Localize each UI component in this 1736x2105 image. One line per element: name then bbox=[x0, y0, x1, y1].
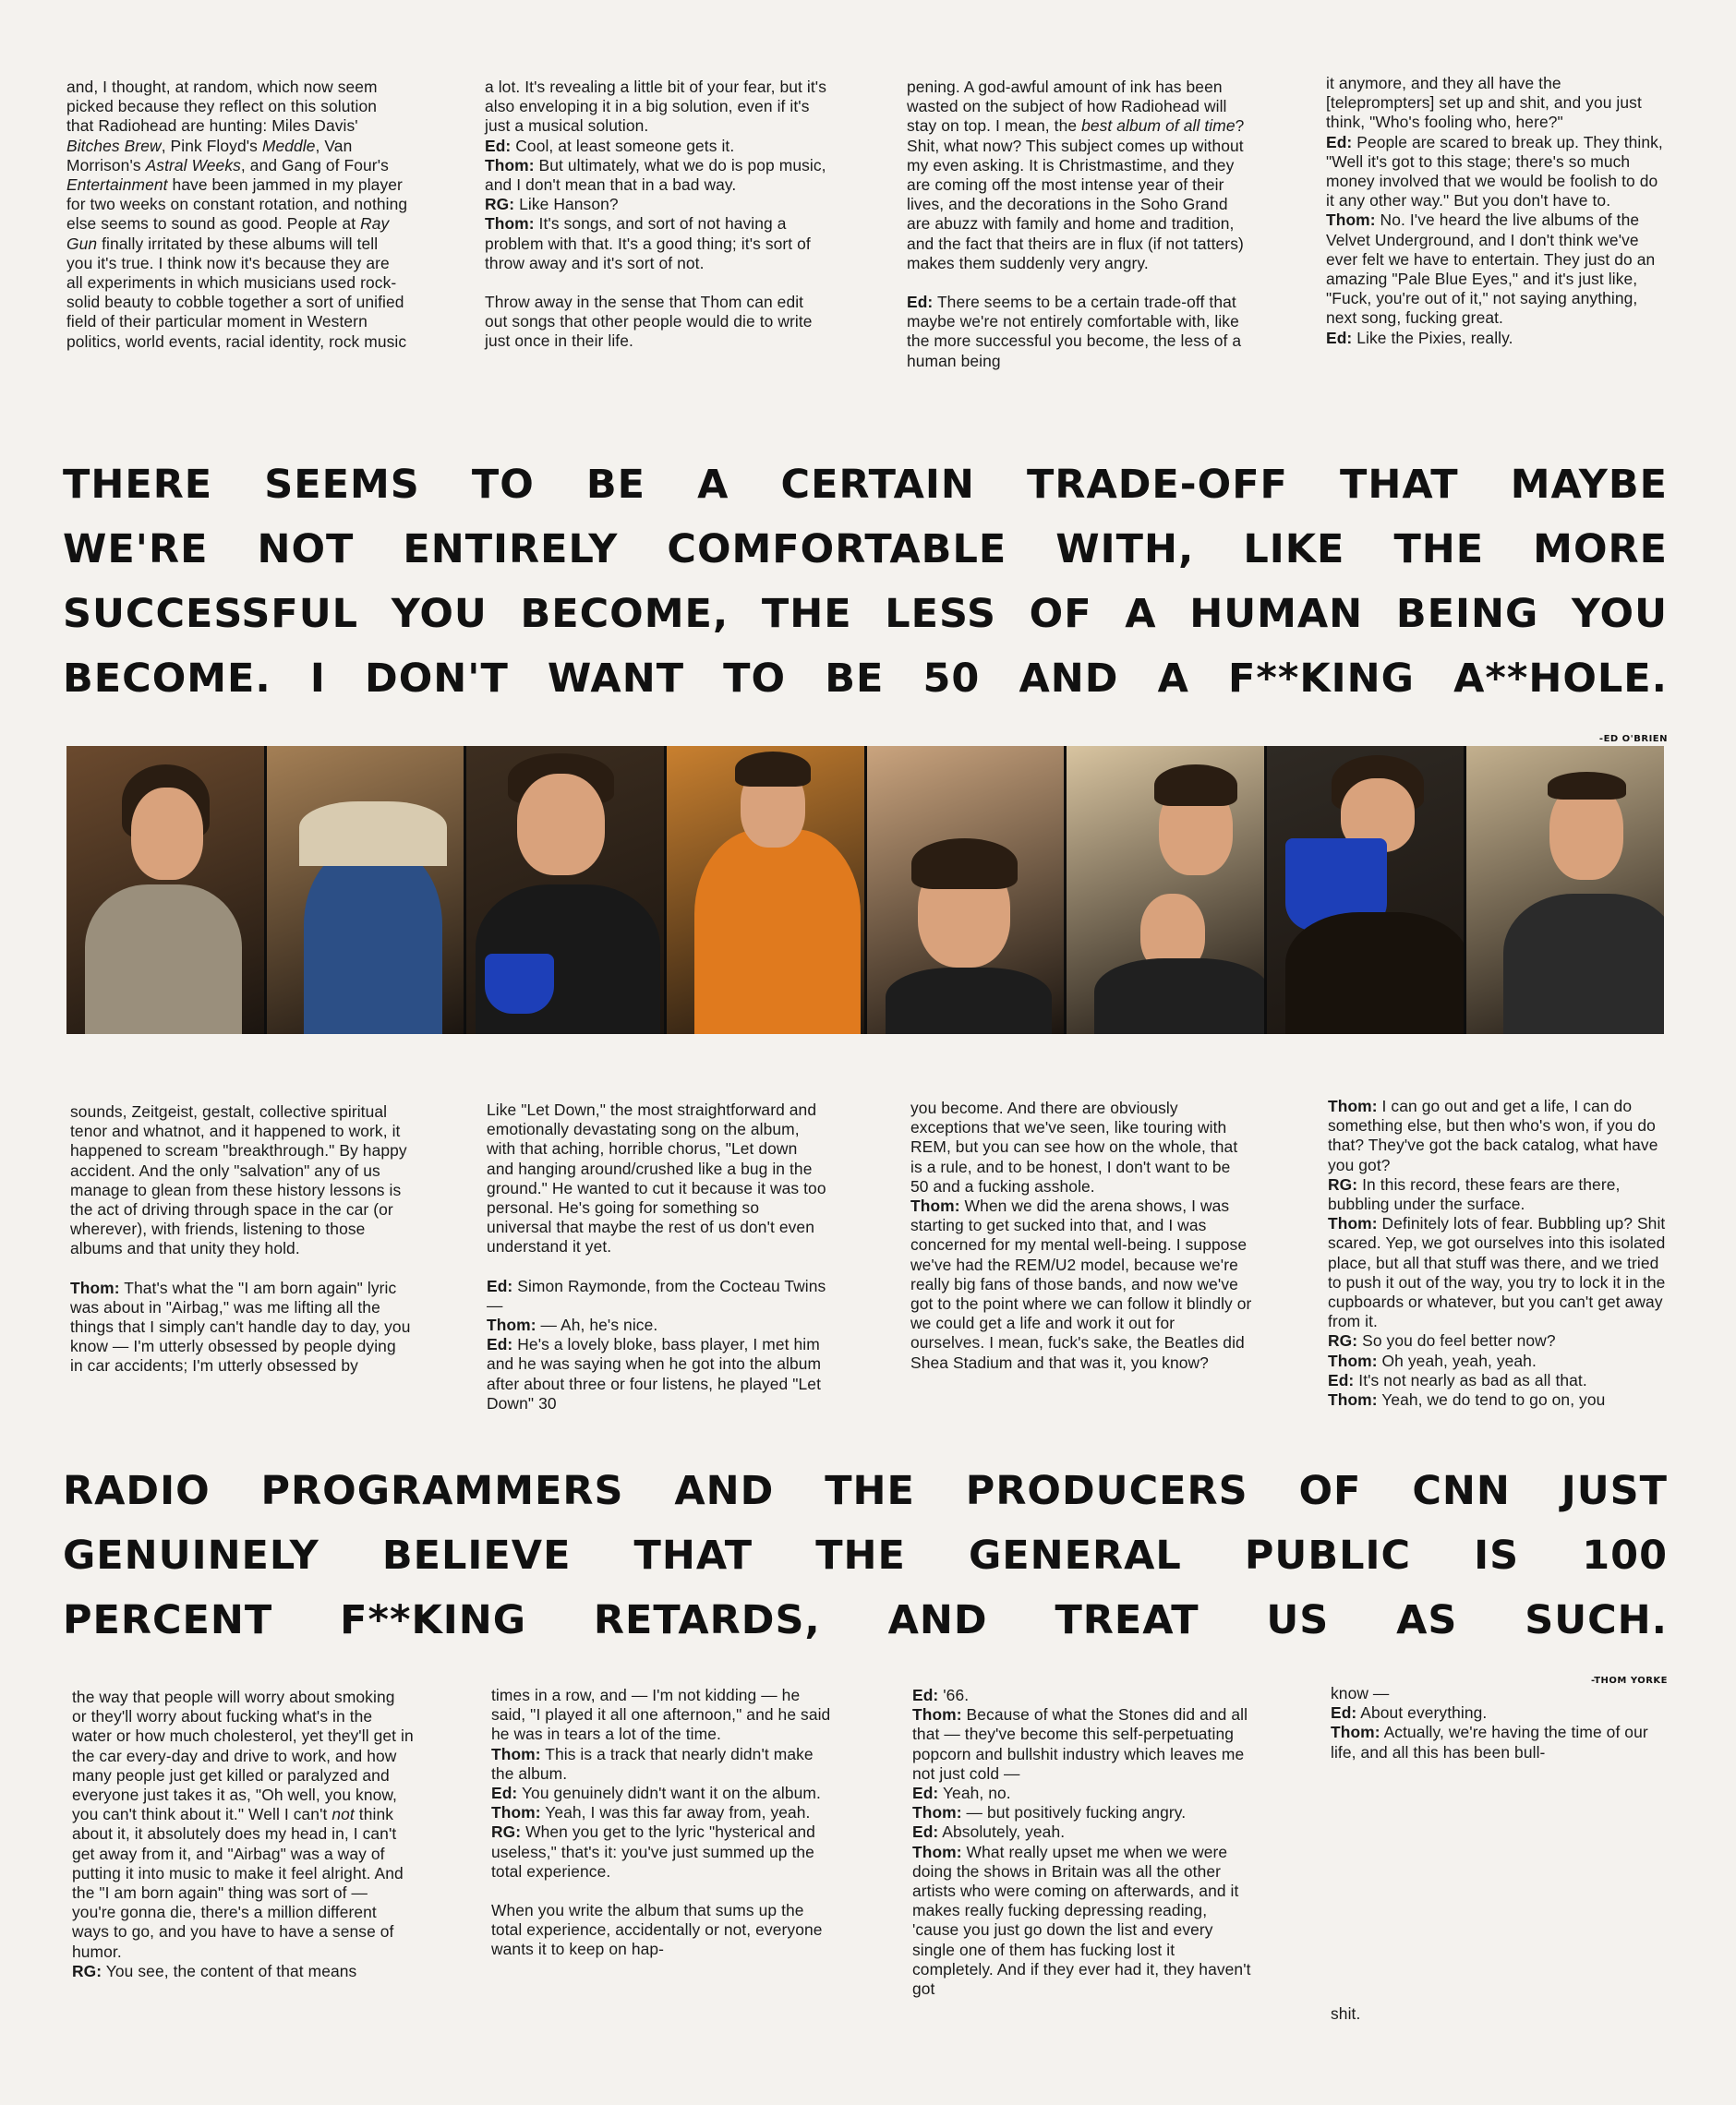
speaker-label: Thom: bbox=[485, 214, 535, 234]
speaker-label: RG: bbox=[1328, 1331, 1358, 1351]
speaker-label: Thom: bbox=[912, 1842, 962, 1861]
italic-title: not bbox=[332, 1805, 355, 1824]
paragraph bbox=[485, 195, 826, 214]
speaker-label: Thom: bbox=[910, 1197, 960, 1216]
paragraph bbox=[912, 1686, 1254, 1705]
bottom-column-4 bbox=[1331, 1684, 1672, 2024]
italic-title: best album of all time bbox=[1081, 116, 1236, 136]
text-run: pening. A god-awful amount of ink has been wasted on the subject of how Radiohead will stay on top. I mean, the bbox=[907, 78, 1227, 136]
pull-quote-line: RADIO PROGRAMMERS AND THE PRODUCERS OF CNN JUST bbox=[63, 1468, 1668, 1514]
paragraph bbox=[72, 1688, 414, 1962]
text-run: Actually, we're having the time of our life, and all this has been bull- bbox=[1331, 1723, 1648, 1762]
photo-band-member-orange-shirt bbox=[667, 746, 867, 1034]
speaker-label: Thom: bbox=[1328, 1390, 1378, 1410]
text-run: You genuinely didn't want it on the album. bbox=[517, 1784, 821, 1803]
text-run: People are scared to break up. They think, "Well it's got to this stage; there's so much money involved that we would be foolish to do it any other way." But you don't have to. bbox=[1326, 132, 1663, 210]
text-run: and, I thought, at random, which now seem picked because they reflect on this solution that Radiohead are hunting: Miles Davis' bbox=[66, 78, 378, 136]
top-column-2 bbox=[485, 78, 826, 352]
speaker-label: Thom: bbox=[912, 1705, 962, 1725]
text-run: Oh yeah, yeah, yeah. bbox=[1377, 1351, 1537, 1370]
text-run: you become. And there are obviously exceptions that we've seen, like touring with REM, but you can see how on the whole, that is a rule, and to be honest, I don't want to be 50 and a fucking asshole. bbox=[910, 1099, 1238, 1196]
italic-title: Astral Weeks bbox=[145, 155, 241, 174]
paragraph bbox=[1328, 1097, 1670, 1175]
speaker-label: Thom: bbox=[485, 155, 535, 174]
paragraph bbox=[1331, 1684, 1672, 1703]
pull-quote-line: WE'RE NOT ENTIRELY COMFORTABLE WITH, LIKE THE MORE bbox=[63, 526, 1668, 572]
paragraph bbox=[1328, 1214, 1670, 1331]
paragraph bbox=[1331, 2004, 1672, 2024]
paragraph bbox=[1328, 1175, 1670, 1214]
speaker-label: Thom: bbox=[1326, 210, 1376, 230]
text-run: Like Hanson? bbox=[514, 195, 619, 214]
pull-quote-line: PERCENT F**KING RETARDS, AND TREAT US AS SUCH. bbox=[63, 1597, 1668, 1643]
speaker-label: Thom: bbox=[1328, 1351, 1378, 1370]
pull-quote-thom-yorke bbox=[63, 1459, 1668, 1714]
pull-quote-ed-obrien bbox=[63, 452, 1668, 772]
paragraph bbox=[1328, 1352, 1670, 1371]
photo-band-member-seated bbox=[66, 746, 267, 1034]
photo-two-members bbox=[1067, 746, 1267, 1034]
middle-column-2 bbox=[487, 1101, 828, 1413]
paragraph bbox=[487, 1277, 828, 1316]
text-run: Like the Pixies, really. bbox=[1352, 328, 1513, 347]
text-run: finally irritated by these albums will tell you it's true. I think now it's because they are all experiments in which musicians used rock-solid beauty to cobble together a sort of unified field of their particular moment in Western politics, world events, racial identity, rock music bbox=[66, 234, 407, 351]
text-run: Yeah, I was this far away from, yeah. bbox=[540, 1803, 811, 1822]
paragraph bbox=[485, 293, 826, 352]
paragraph bbox=[912, 1843, 1254, 2000]
text-run: times in a row, and — I'm not kidding — he said, "I played it all one afternoon," and he said he was in tears a lot of the time. bbox=[491, 1686, 831, 1744]
speaker-label: Ed: bbox=[485, 136, 512, 155]
paragraph bbox=[485, 214, 826, 273]
speaker-label: Ed: bbox=[1331, 1703, 1357, 1723]
text-run: When you write the album that sums up the total experience, accidentally or not, everyone wants it to keep on hap- bbox=[491, 1901, 823, 1959]
bottom-column-2 bbox=[491, 1686, 833, 1960]
text-run: ? Shit, what now? This subject comes up without my even asking. It is Christmastime, and they are coming off the most intense year of their lives, and the decorations in the Soho Grand are abuzz with family and home and tradition, and the fact that theirs are in flux (if not tatters) makes them suddenly very angry. bbox=[907, 116, 1245, 272]
speaker-label: Ed: bbox=[912, 1822, 939, 1842]
text-run: What really upset me when we were doing the shows in Britain was all the other artists who were coming on afterwards, and it makes really fucking depressing reading, 'cause you just go down the list and every single one of them has fucking lost it completely. And if they ever had it, they haven't got bbox=[912, 1842, 1251, 1999]
text-run: — but positively fucking angry. bbox=[961, 1803, 1187, 1822]
text-run: So you do feel better now? bbox=[1357, 1331, 1556, 1351]
text-run: think about it, it absolutely does my head in, I can't get away from it, and "Airbag" was a way of putting it into music to make it feel alright. And the "I am born again" thing was sort of — you're gonna die, there's a million different ways to go, and you have to have a sense of humor. bbox=[72, 1805, 404, 1961]
photo-thom-with-mug bbox=[466, 746, 667, 1034]
text-run: it anymore, and they all have the [teleprompters] set up and shit, and you just think, "Who's fooling who, here?" bbox=[1326, 74, 1642, 132]
top-column-1 bbox=[66, 78, 408, 352]
paragraph bbox=[491, 1686, 833, 1745]
paragraph bbox=[912, 1822, 1254, 1842]
speaker-label: Ed: bbox=[487, 1335, 513, 1354]
text-run: , Pink Floyd's bbox=[161, 136, 262, 155]
speaker-label: Ed: bbox=[912, 1686, 939, 1704]
photo-strip bbox=[66, 746, 1664, 1034]
text-run: But ultimately, what we do is pop music, and I don't mean that in a bad way. bbox=[485, 155, 826, 195]
speaker-label: Ed: bbox=[912, 1784, 939, 1803]
paragraph bbox=[487, 1101, 828, 1257]
paragraph bbox=[1328, 1371, 1670, 1390]
text-run: It's not nearly as bad as all that. bbox=[1354, 1370, 1587, 1389]
paragraph bbox=[912, 1705, 1254, 1784]
text-run: — Ah, he's nice. bbox=[536, 1316, 658, 1335]
paragraph bbox=[491, 1822, 833, 1882]
text-run: When we did the arena shows, I was starting to get sucked into that, and I was concerned for my mental well-being. I suppose we've had the REM/U2 model, because we're really big fans of those bands, and now we've got to the point where we can follow it blindly or we could get a life and work it out for ourselves. I mean, fuck's sake, the Beatles did Shea Stadium and that was it, you know? bbox=[910, 1197, 1252, 1372]
paragraph bbox=[491, 1803, 833, 1822]
italic-title: Meddle bbox=[261, 136, 316, 155]
paragraph bbox=[485, 137, 826, 156]
speaker-label: RG: bbox=[491, 1822, 522, 1842]
pull-quote-line: GENUINELY BELIEVE THAT THE GENERAL PUBLIC IS 100 bbox=[63, 1533, 1668, 1579]
paragraph bbox=[1331, 1723, 1672, 1762]
speaker-label: Ed: bbox=[1326, 328, 1353, 347]
speaker-label: Thom: bbox=[491, 1744, 541, 1763]
pull-quote-credit: -ED O'BRIEN bbox=[1598, 734, 1668, 744]
paragraph bbox=[487, 1335, 828, 1413]
text-run: '66. bbox=[938, 1686, 970, 1704]
speaker-label: Thom: bbox=[1328, 1214, 1378, 1233]
pull-quote-line: THERE SEEMS TO BE A CERTAIN TRADE-OFF THAT MAYBE bbox=[63, 462, 1668, 508]
bottom-column-3 bbox=[912, 1686, 1254, 1999]
text-run: , and Gang of Four's bbox=[240, 155, 389, 174]
paragraph bbox=[487, 1316, 828, 1335]
text-run: There seems to be a certain trade-off that maybe we're not entirely comfortable with, like the more successful you become, the less of a human being bbox=[907, 293, 1242, 370]
text-run: You see, the content of that means bbox=[102, 1961, 357, 1980]
text-run: Like "Let Down," the most straightforward and emotionally devastating song on the album, with that aching, horrible chorus, "Let down and hanging around/crushed like a bug in the ground." He wanted to cut it because it was too personal. He's going for something so universal that maybe the rest of us don't even understand it yet. bbox=[487, 1101, 826, 1257]
photo-band-member-closeup bbox=[867, 746, 1067, 1034]
text-run: This is a track that nearly didn't make the album. bbox=[491, 1744, 814, 1783]
speaker-label: Ed: bbox=[907, 293, 934, 312]
pull-quote-line: BECOME. I DON'T WANT TO BE 50 AND A F**KING A**HOLE. bbox=[63, 656, 1668, 702]
middle-column-1 bbox=[70, 1102, 412, 1377]
text-run: Because of what the Stones did and all that — they've become this self-perpetuating popcorn and bullshit industry which leaves me not just cold — bbox=[912, 1705, 1248, 1783]
speaker-label: RG: bbox=[1328, 1174, 1358, 1194]
text-run: Throw away in the sense that Thom can edit out songs that other people would die to write just once in their life. bbox=[485, 293, 813, 351]
speaker-label: Ed: bbox=[1326, 132, 1353, 151]
paragraph bbox=[1326, 210, 1668, 328]
text-run: Yeah, no. bbox=[938, 1784, 1011, 1803]
paragraph bbox=[1328, 1331, 1670, 1351]
bottom-column-1 bbox=[72, 1688, 414, 1981]
speaker-label: Thom: bbox=[70, 1278, 120, 1297]
paragraph bbox=[70, 1102, 412, 1259]
text-run: shit. bbox=[1331, 2003, 1361, 2023]
text-run: I can go out and get a life, I can do something else, but then who's won, if you do that? They've got the back catalog, what have you got? bbox=[1328, 1097, 1658, 1174]
speaker-label: Ed: bbox=[487, 1276, 513, 1295]
paragraph bbox=[72, 1962, 414, 1981]
paragraph bbox=[1328, 1390, 1670, 1410]
text-run: Simon Raymonde, from the Cocteau Twins — bbox=[487, 1276, 826, 1315]
paragraph bbox=[1331, 1703, 1672, 1723]
pull-quote-credit: -THOM YORKE bbox=[1591, 1676, 1668, 1686]
italic-title: Bitches Brew bbox=[66, 136, 162, 155]
middle-column-3 bbox=[910, 1099, 1252, 1373]
top-column-4 bbox=[1326, 74, 1668, 348]
photo-band-member-hands bbox=[1466, 746, 1664, 1034]
paragraph bbox=[485, 156, 826, 195]
text-run: That's what the "I am born again" lyric was about in "Airbag," was me lifting all the things that I simply can't handle day to day, you know — I'm utterly obsessed by people dying in car accidents; I'm utterly obsessed by bbox=[70, 1278, 411, 1376]
paragraph bbox=[491, 1784, 833, 1803]
speaker-label: Ed: bbox=[491, 1784, 518, 1803]
paragraph bbox=[491, 1745, 833, 1784]
paragraph bbox=[910, 1099, 1252, 1197]
text-run: the way that people will worry about smoking or they'll worry about fucking what's in the water or how much cholesterol, yet they'll get in the car every-day and drive to work, and how many people just get killed or paralyzed and everyone just takes it as, "Oh well, you know, you can't think about it." Well I can't bbox=[72, 1688, 414, 1824]
text-run: Yeah, we do tend to go on, you bbox=[1377, 1390, 1606, 1410]
paragraph bbox=[907, 293, 1248, 371]
top-column-3 bbox=[907, 78, 1248, 371]
italic-title: Entertainment bbox=[66, 175, 168, 195]
text-run: It's songs, and sort of not having a problem with that. It's a good thing; it's sort of throw away and it's sort of not. bbox=[485, 214, 811, 272]
paragraph bbox=[1326, 329, 1668, 348]
text-run: When you get to the lyric "hysterical and useless," that's it: you've just summed up the total experience. bbox=[491, 1822, 815, 1881]
text-run: In this record, these fears are there, bubbling under the surface. bbox=[1328, 1174, 1621, 1214]
text-run: He's a lovely bloke, bass player, I met him and he was saying when he got into the album after about three or four listens, he played "Let Down" 30 bbox=[487, 1335, 822, 1413]
paragraph bbox=[912, 1784, 1254, 1803]
speaker-label: Thom: bbox=[912, 1803, 962, 1822]
speaker-label: Thom: bbox=[491, 1803, 541, 1822]
text-run: About everything. bbox=[1356, 1703, 1488, 1723]
middle-column-4 bbox=[1328, 1097, 1670, 1410]
text-run: Cool, at least someone gets it. bbox=[511, 136, 735, 155]
paragraph bbox=[66, 78, 408, 352]
pull-quote-line: SUCCESSFUL YOU BECOME, THE LESS OF A HUMAN BEING YOU bbox=[63, 591, 1668, 637]
italic-title: Ray Gun bbox=[66, 214, 390, 253]
paragraph bbox=[491, 1901, 833, 1960]
text-run: Absolutely, yeah. bbox=[938, 1822, 1066, 1842]
paragraph bbox=[912, 1803, 1254, 1822]
photo-jeans-back bbox=[267, 746, 467, 1034]
text-run: , Van Morrison's bbox=[66, 136, 353, 174]
text-run: No. I've heard the live albums of the Velvet Underground, and I don't think we've ever felt we have to entertain. They just do an amazing "Pale Blue Eyes," and it's just like, "Fuck, you're out of it," not saying anything, next song, fucking great. bbox=[1326, 210, 1656, 328]
paragraph bbox=[907, 78, 1248, 273]
speaker-label: Thom: bbox=[1328, 1097, 1378, 1115]
text-run: have been jammed in my player for two weeks on constant rotation, and nothing else seems to sound as good. People at bbox=[66, 175, 408, 234]
text-run: sounds, Zeitgeist, gestalt, collective spiritual tenor and whatnot, and it happened to work, it happened to scream "breakthrough." By happy accident. And the only "salvation" any of us manage to glean from these history lessons is the act of driving through space in the car (or wherever), with friends, listening to those albums and that unity they hold. bbox=[70, 1102, 407, 1258]
speaker-label: Ed: bbox=[1328, 1370, 1355, 1389]
speaker-label: RG: bbox=[72, 1961, 102, 1980]
speaker-label: Thom: bbox=[1331, 1723, 1380, 1742]
photo-drinking-blue-mug bbox=[1267, 746, 1467, 1034]
text-run: know — bbox=[1331, 1684, 1390, 1702]
paragraph bbox=[70, 1279, 412, 1377]
paragraph bbox=[1326, 133, 1668, 211]
text-run: Definitely lots of fear. Bubbling up? Shit scared. Yep, we got ourselves into this isolated place, but all that stuff was there, and we tried to push it out of the way, you try to lock it in the cupboards or whatever, but you can't get away from it. bbox=[1328, 1214, 1666, 1331]
paragraph bbox=[1326, 74, 1668, 133]
speaker-label: RG: bbox=[485, 195, 515, 214]
paragraph bbox=[485, 78, 826, 137]
text-run: a lot. It's revealing a little bit of your fear, but it's also enveloping it in a big solution, even if it's just a musical solution. bbox=[485, 78, 826, 136]
paragraph bbox=[910, 1197, 1252, 1373]
speaker-label: Thom: bbox=[487, 1316, 536, 1335]
